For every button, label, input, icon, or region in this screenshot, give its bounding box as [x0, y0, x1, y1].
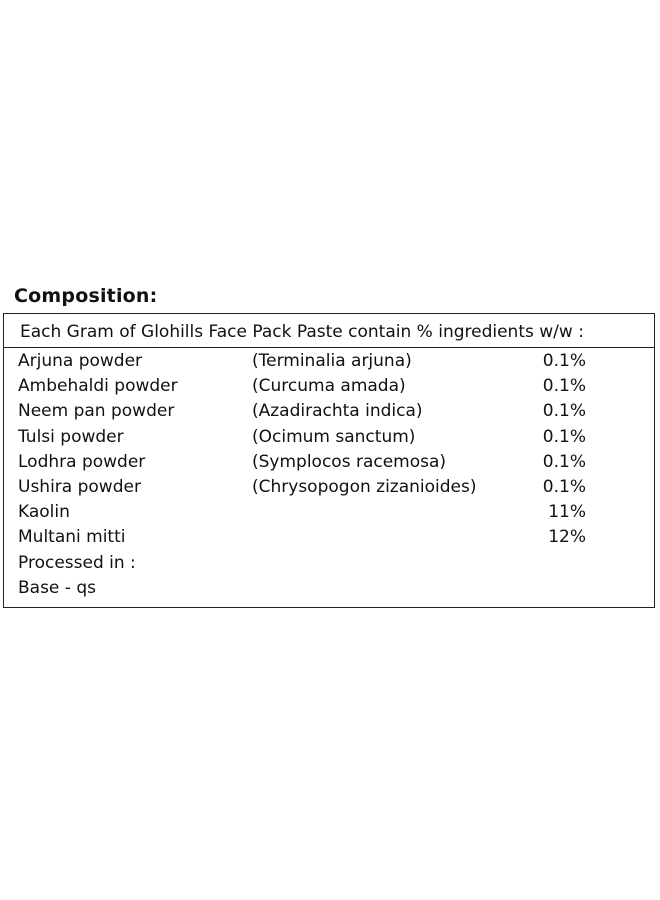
ingredient-botanical-name: (Ocimum sanctum)	[252, 426, 416, 447]
composition-table	[3, 313, 655, 608]
ingredient-name: Neem pan powder	[18, 401, 175, 422]
ingredient-row	[4, 499, 654, 524]
ingredient-name: Lodhra powder	[18, 451, 146, 472]
ingredient-percentage: 0.1%	[542, 376, 586, 397]
ingredient-percentage: 0.1%	[542, 351, 586, 371]
ingredient-percentage: 0.1%	[542, 476, 586, 497]
ingredient-percentage: 12%	[548, 527, 586, 548]
ingredient-percentage: 11%	[548, 502, 586, 523]
ingredient-name: Multani mitti	[18, 527, 126, 548]
ingredient-row	[4, 424, 654, 449]
ingredient-list	[4, 348, 654, 600]
ingredient-row	[4, 398, 654, 423]
ingredient-percentage: 0.1%	[542, 401, 586, 422]
ingredient-row	[4, 474, 654, 499]
composition-subtitle: Each Gram of Glohills Face Pack Paste contain % ingredients w/w :	[20, 322, 584, 342]
composition-heading: Composition:	[14, 285, 158, 307]
ingredient-botanical-name: (Curcuma amada)	[252, 376, 406, 397]
ingredient-name: Processed in :	[18, 552, 136, 573]
ingredient-percentage: 0.1%	[542, 426, 586, 447]
ingredient-name: Tulsi powder	[18, 426, 124, 447]
ingredient-row	[4, 524, 654, 549]
ingredient-row	[4, 550, 654, 575]
ingredient-row	[4, 373, 654, 398]
ingredient-name: Kaolin	[18, 502, 70, 523]
ingredient-row	[4, 575, 654, 600]
ingredient-name: Arjuna powder	[18, 351, 143, 371]
ingredient-name: Base - qs	[18, 577, 96, 598]
ingredient-percentage: 0.1%	[542, 451, 586, 472]
ingredient-row	[4, 348, 654, 373]
ingredient-botanical-name: (Terminalia arjuna)	[252, 351, 412, 371]
ingredient-row	[4, 449, 654, 474]
ingredient-name: Ushira powder	[18, 476, 141, 497]
ingredient-botanical-name: (Chrysopogon zizanioides)	[252, 476, 477, 497]
ingredient-botanical-name: (Symplocos racemosa)	[252, 451, 447, 472]
ingredient-botanical-name: (Azadirachta indica)	[252, 401, 423, 422]
ingredient-name: Ambehaldi powder	[18, 376, 178, 397]
